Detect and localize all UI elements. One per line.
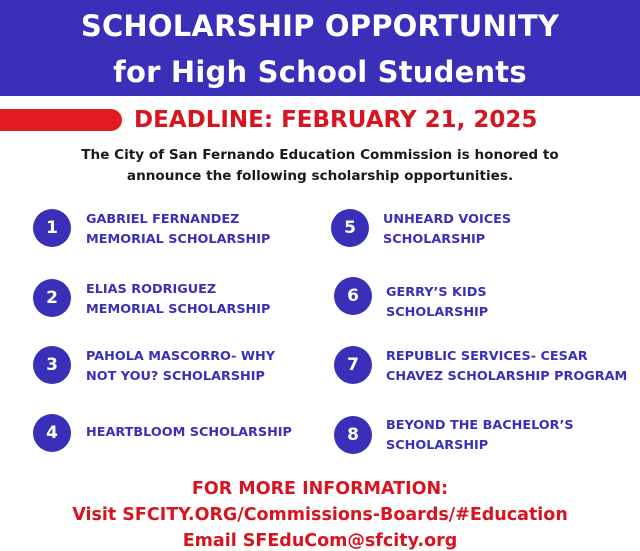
more-info-email: Email SFEduCom@sfcity.org xyxy=(182,531,458,551)
scholarship-7-line-1: REPUBLIC SERVICES- CESAR xyxy=(386,349,588,364)
number-badge-2: 2 xyxy=(33,279,71,317)
scholarship-8 xyxy=(386,416,574,456)
scholarship-5-line-1: UNHEARD VOICES xyxy=(383,212,512,227)
more-info-title: FOR MORE INFORMATION: xyxy=(191,479,449,499)
scholarship-3-line-1: PAHOLA MASCORRO- WHY xyxy=(86,349,276,364)
scholarship-7-line-2: CHAVEZ SCHOLARSHIP PROGRAM xyxy=(386,369,628,384)
scholarship-4-line-1: HEARTBLOOM SCHOLARSHIP xyxy=(86,425,292,440)
scholarship-5-line-2: SCHOLARSHIP xyxy=(383,232,486,247)
scholarship-3-line-2: NOT YOU? SCHOLARSHIP xyxy=(86,369,265,384)
number-badge-4: 4 xyxy=(33,414,71,452)
scholarship-6-line-2: SCHOLARSHIP xyxy=(386,305,489,320)
red-accent-bar xyxy=(0,109,122,131)
scholarship-2-line-1: ELIAS RODRIGUEZ xyxy=(86,282,217,297)
scholarship-1-line-2: MEMORIAL SCHOLARSHIP xyxy=(86,232,271,247)
scholarship-3 xyxy=(86,347,275,387)
deadline-text: DEADLINE: FEBRUARY 21, 2025 xyxy=(134,107,538,133)
number-badge-7: 7 xyxy=(334,346,372,384)
scholarship-5 xyxy=(383,210,511,250)
number-badge-6: 6 xyxy=(334,277,372,315)
intro-text xyxy=(0,145,640,187)
scholarship-2 xyxy=(86,280,270,320)
scholarship-1 xyxy=(86,210,270,250)
scholarship-8-line-1: BEYOND THE BACHELOR’S xyxy=(386,418,574,433)
number-badge-1: 1 xyxy=(33,209,71,247)
scholarship-2-line-2: MEMORIAL SCHOLARSHIP xyxy=(86,302,271,317)
number-badge-5: 5 xyxy=(331,209,369,247)
number-badge-8: 8 xyxy=(334,416,372,454)
scholarship-6-line-1: GERRY’S KIDS xyxy=(386,285,487,300)
header-banner xyxy=(0,0,640,96)
scholarship-8-line-2: SCHOLARSHIP xyxy=(386,438,489,453)
scholarship-6 xyxy=(386,283,488,323)
intro-line-1: The City of San Fernando Education Commission is honored to xyxy=(81,147,559,163)
scholarship-7 xyxy=(386,347,627,387)
title-line-2: for High School Students xyxy=(113,55,527,89)
intro-line-2: announce the following scholarship opportunities. xyxy=(126,168,514,184)
scholarship-1-line-1: GABRIEL FERNANDEZ xyxy=(86,212,240,227)
more-info-visit: Visit SFCITY.ORG/Commissions-Boards/#Education xyxy=(72,505,568,525)
title-line-1: SCHOLARSHIP OPPORTUNITY xyxy=(80,9,560,43)
number-badge-3: 3 xyxy=(33,346,71,384)
scholarship-4 xyxy=(86,423,292,443)
